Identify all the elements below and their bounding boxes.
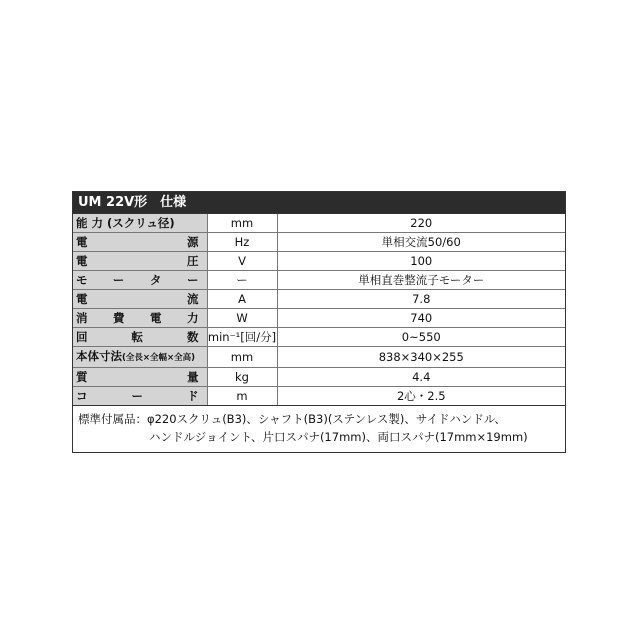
table-row	[73, 233, 565, 252]
row-value: 単相直巻整流子モーター	[277, 271, 565, 290]
row-value: 740	[277, 309, 565, 328]
table-row	[73, 309, 565, 328]
row-label: 消費電力	[73, 309, 207, 328]
table-row	[73, 214, 565, 233]
accessories-line-1: 標準付属品：φ220スクリュ(B3)、シャフト(B3)(ステンレス製)、サイドハンドル、	[78, 412, 506, 426]
row-value: 4.4	[277, 368, 565, 387]
row-value: 0~550	[277, 328, 565, 347]
row-unit: mm	[207, 214, 277, 233]
row-label: コード	[73, 387, 207, 406]
spec-rows	[73, 214, 565, 405]
table-row	[73, 290, 565, 309]
table-row	[73, 368, 565, 387]
row-unit: m	[207, 387, 277, 406]
row-label: 質量	[73, 368, 207, 387]
row-label: 本体寸法(全長×全幅×全高)	[73, 347, 207, 368]
row-value: 838×340×255	[277, 347, 565, 368]
row-label: 回転数	[73, 328, 207, 347]
row-label: 電流	[73, 290, 207, 309]
table-row	[73, 271, 565, 290]
table-row	[73, 347, 565, 368]
row-unit: A	[207, 290, 277, 309]
table-row	[73, 328, 565, 347]
table-row	[73, 387, 565, 406]
row-unit: mm	[207, 347, 277, 368]
row-label: 電圧	[73, 252, 207, 271]
row-value: 100	[277, 252, 565, 271]
accessories-line-2: ハンドルジョイント、片口スパナ(17mm)、両口スパナ(17mm×19mm)	[149, 430, 528, 444]
row-label: 能 力 (スクリュ径)	[73, 214, 207, 233]
row-value: 2心・2.5	[396, 389, 446, 403]
spec-table	[72, 191, 566, 453]
accessories-note	[73, 405, 565, 452]
row-unit: Hz	[207, 233, 277, 252]
row-unit: V	[207, 252, 277, 271]
row-value: 単相交流50/60	[277, 233, 565, 252]
row-label: 電源	[73, 233, 207, 252]
spec-title: UM 22V形 仕様	[73, 192, 565, 214]
row-label: モーター	[73, 271, 207, 290]
row-value: 7.8	[277, 290, 565, 309]
table-row	[73, 252, 565, 271]
row-unit: min⁻¹[回/分]	[207, 328, 277, 347]
row-value: 220	[277, 214, 565, 233]
row-unit: W	[207, 309, 277, 328]
row-unit: kg	[207, 368, 277, 387]
row-unit: ー	[207, 271, 277, 290]
